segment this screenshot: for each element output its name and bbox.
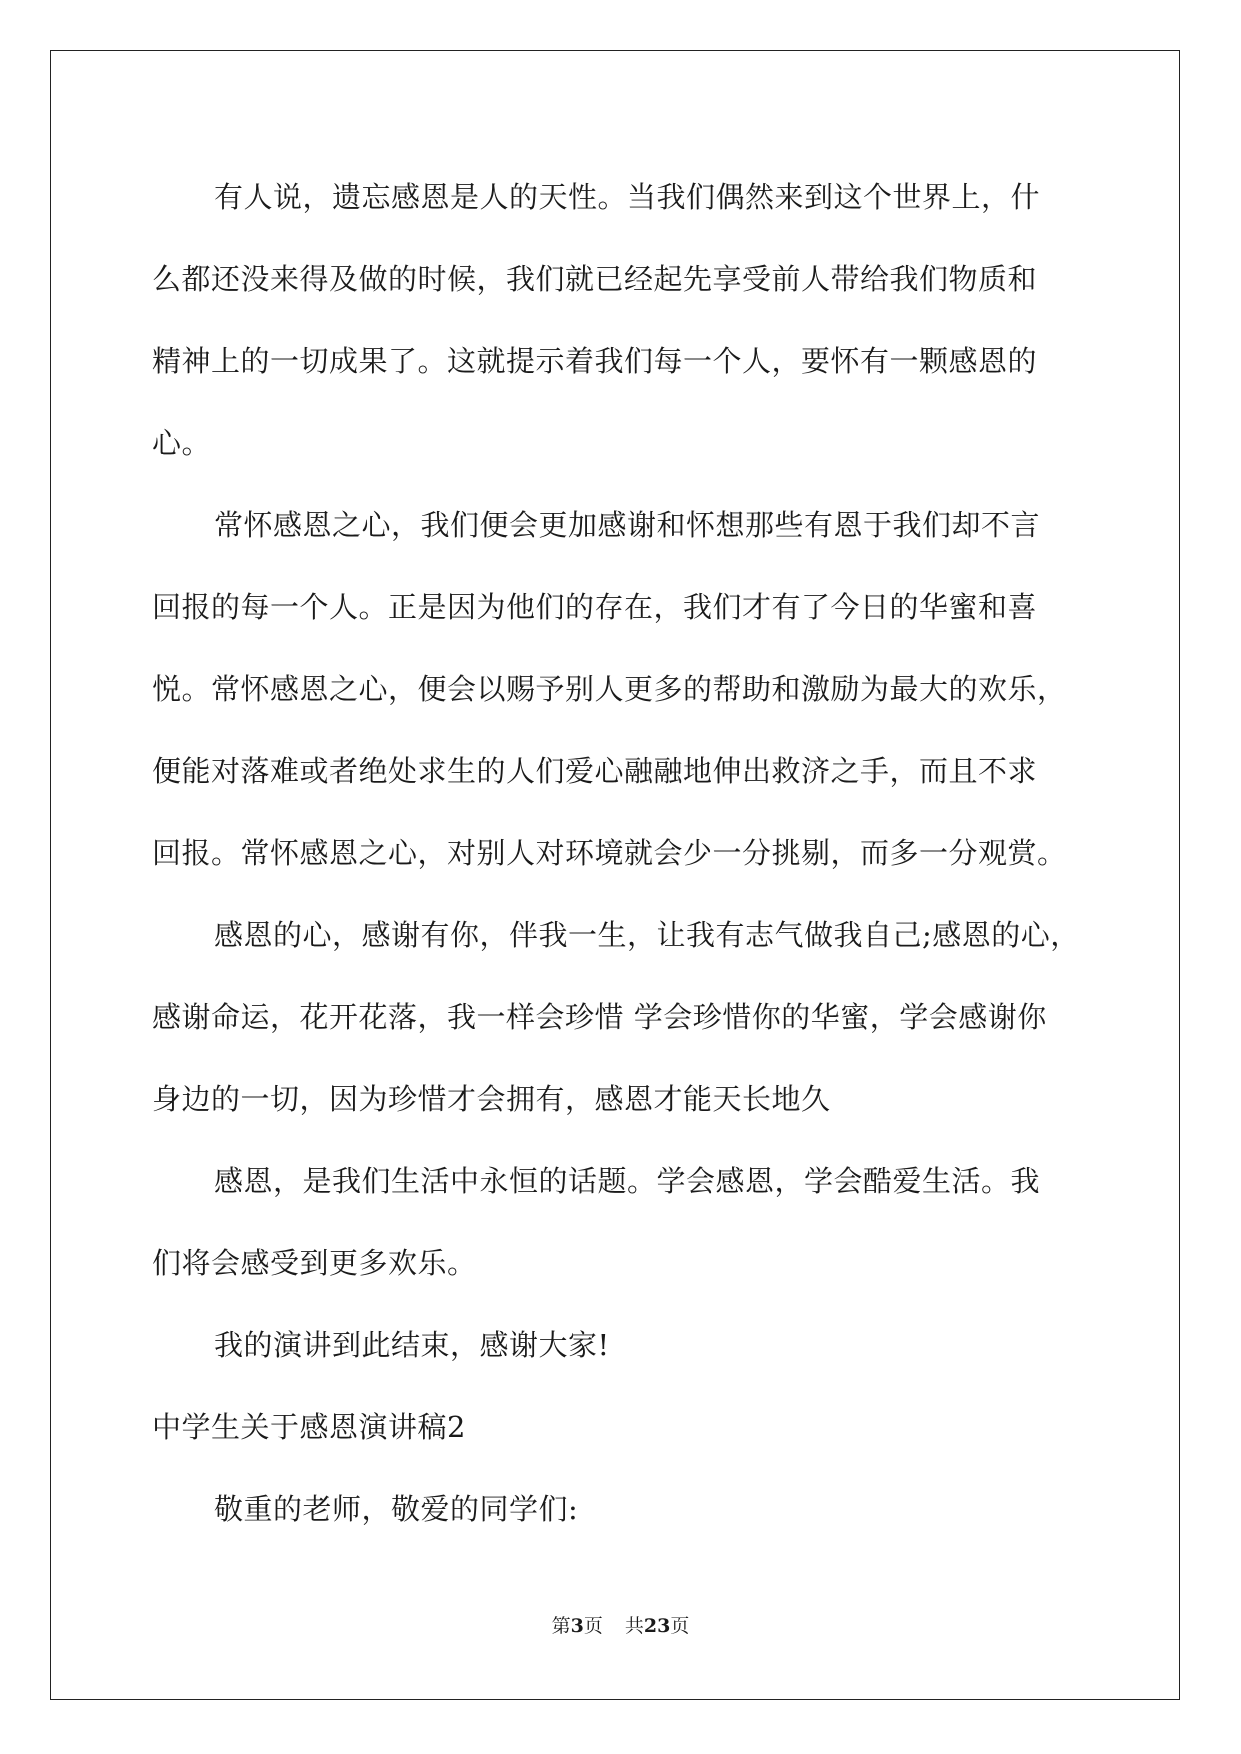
page-footer	[0, 1613, 1241, 1639]
salutation: 敬重的老师，敬爱的同学们:	[214, 1492, 579, 1526]
document-body	[152, 156, 1092, 1550]
paragraph-line: 感恩的心，感谢有你，伴我一生，让我有志气做我自己;感恩的心，	[214, 918, 1080, 952]
paragraph-line: 们将会感受到更多欢乐。	[152, 1246, 477, 1280]
paragraph-line: 身边的一切，因为珍惜才会拥有，感恩才能天长地久	[152, 1082, 831, 1116]
paragraph-line: 心。	[152, 426, 212, 460]
section-heading: 中学生关于感恩演讲稿2	[152, 1410, 466, 1444]
paragraph-line: 便能对落难或者绝处求生的人们爱心融融地伸出救济之手，而且不求	[152, 754, 1038, 788]
paragraph-line: 悦。常怀感恩之心，便会以赐予别人更多的帮助和激励为最大的欢乐，	[152, 672, 1067, 706]
current-page-number: 3	[570, 1615, 584, 1637]
footer-prefix: 第	[551, 1615, 571, 1637]
paragraph-line: 回报。常怀感恩之心，对别人对环境就会少一分挑剔，而多一分观赏。	[152, 836, 1067, 870]
paragraph-line: 我的演讲到此结束，感谢大家!	[214, 1328, 610, 1362]
paragraph-line: 感恩，是我们生活中永恒的话题。学会感恩，学会酷爱生活。我	[214, 1164, 1041, 1198]
footer-total-prefix: 共	[624, 1615, 644, 1637]
paragraph-line: 精神上的一切成果了。这就提示着我们每一个人，要怀有一颗感恩的	[152, 344, 1038, 378]
footer-page-unit: 页	[583, 1615, 603, 1637]
footer-total-unit: 页	[670, 1615, 690, 1637]
paragraph-line: 有人说，遗忘感恩是人的天性。当我们偶然来到这个世界上，什	[214, 180, 1041, 214]
paragraph-line: 常怀感恩之心，我们便会更加感谢和怀想那些有恩于我们却不言	[214, 508, 1041, 542]
paragraph-line: 么都还没来得及做的时候，我们就已经起先享受前人带给我们物质和	[152, 262, 1038, 296]
total-page-count: 23	[643, 1615, 671, 1637]
paragraph-line: 感谢命运，花开花落，我一样会珍惜 学会珍惜你的华蜜，学会感谢你	[152, 1000, 1047, 1034]
paragraph-line: 回报的每一个人。正是因为他们的存在，我们才有了今日的华蜜和喜	[152, 590, 1038, 624]
